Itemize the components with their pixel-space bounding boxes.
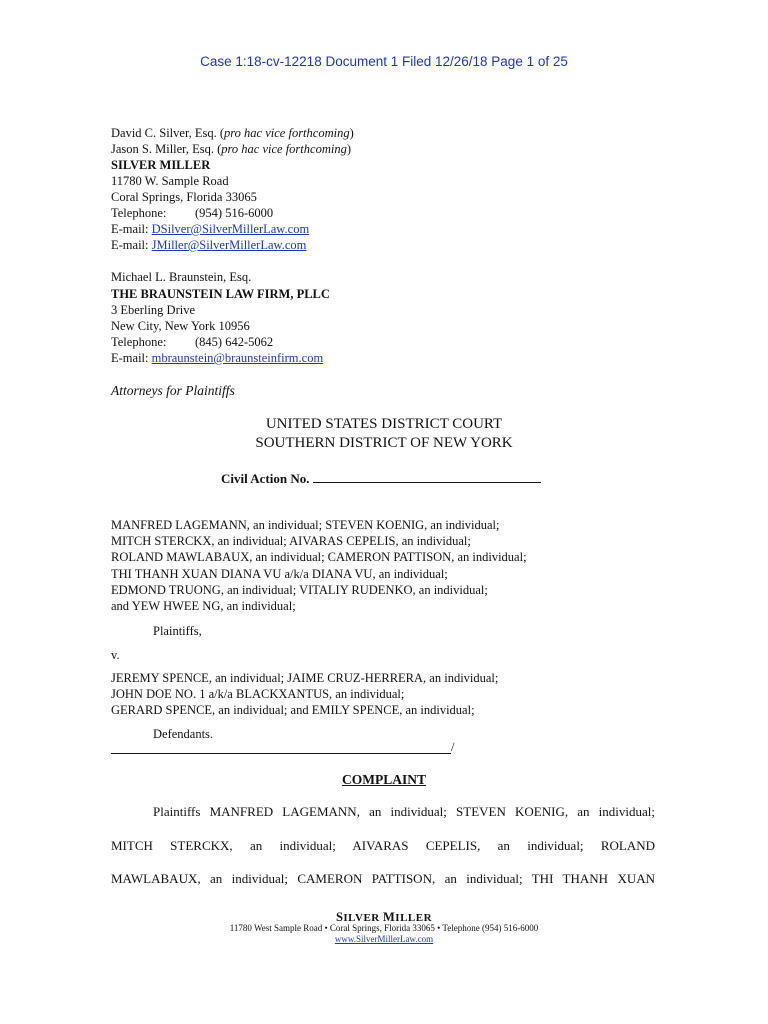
- attorney-line-miller: [111, 141, 351, 157]
- firm-address-line2: Coral Springs, Florida 33065: [111, 190, 257, 204]
- email-link-jmiller[interactable]: JMiller@SilverMillerLaw.com: [151, 238, 307, 252]
- phone-number: (845) 642-5062: [195, 335, 274, 349]
- phone-number: (954) 516-6000: [195, 206, 274, 220]
- defendant-line: JOHN DOE NO. 1 a/k/a BLACKXANTUS, an individual;: [111, 687, 405, 701]
- plaintiff-line: MITCH STERCKX, an individual; AIVARAS CEPELIS, an individual;: [111, 534, 471, 548]
- paren-close: ): [349, 126, 354, 140]
- court-name-line2: SOUTHERN DISTRICT OF NEW YORK: [255, 435, 513, 451]
- attorney-line-silver: [111, 125, 354, 141]
- firm-name-braunstein: THE BRAUNSTEIN LAW FIRM, PLLC: [111, 287, 330, 301]
- footer-website-link[interactable]: www.SilverMillerLaw.com: [334, 934, 434, 944]
- civil-action-number: [221, 469, 541, 487]
- complaint-title: COMPLAINT: [342, 772, 426, 787]
- civil-action-label: Civil Action No.: [221, 471, 313, 486]
- firm2-address-line2: New City, New York 10956: [111, 319, 250, 333]
- defendant-line: JEREMY SPENCE, an individual; JAIME CRUZ-HERRERA, an individual;: [111, 671, 499, 685]
- complaint-body-line: Plaintiffs MANFRED LAGEMANN, an individual; STEVEN KOENIG, an individual;: [153, 804, 655, 819]
- caption-rule: [111, 753, 451, 754]
- attorneys-for-plaintiffs: Attorneys for Plaintiffs: [111, 383, 235, 398]
- defendants-label: Defendants.: [153, 727, 214, 741]
- firm-phone: [111, 205, 273, 221]
- caption-slash: /: [451, 740, 455, 754]
- attorney-name: David C. Silver, Esq. (: [111, 126, 225, 140]
- footer-address: 11780 West Sample Road • Coral Springs, Florida 33065 • Telephone (954) 516-6000: [229, 923, 539, 933]
- footer-url: [0, 934, 768, 944]
- plaintiff-line: THI THANH XUAN DIANA VU a/k/a DIANA VU, an individual;: [111, 567, 448, 581]
- email-label: E-mail:: [111, 238, 152, 252]
- footer-firm-letter: S: [335, 910, 344, 924]
- plaintiff-line: MANFRED LAGEMANN, an individual; STEVEN KOENIG, an individual;: [111, 518, 500, 532]
- footer-firm-text: ILVER: [343, 912, 383, 924]
- email-link-mbraunstein[interactable]: mbraunstein@braunsteinfirm.com: [151, 351, 324, 365]
- footer-firm-letter: M: [382, 910, 396, 924]
- civil-action-blank: [313, 469, 541, 483]
- firm2-address-line1: 3 Eberling Drive: [111, 303, 196, 317]
- phone-label: Telephone:: [111, 206, 167, 220]
- paren-close: ): [346, 142, 351, 156]
- court-name-line1: UNITED STATES DISTRICT COURT: [265, 416, 503, 432]
- pro-hac-vice-note: pro hac vice forthcoming: [224, 126, 350, 140]
- email-line-1: [111, 221, 309, 237]
- versus-label: v.: [111, 648, 120, 662]
- firm2-phone: [111, 334, 273, 350]
- plaintiff-line: and YEW HWEE NG, an individual;: [111, 599, 296, 613]
- pro-hac-vice-note: pro hac vice forthcoming: [221, 142, 347, 156]
- email-label: E-mail:: [111, 351, 152, 365]
- plaintiff-line: ROLAND MAWLABAUX, an individual; CAMERON PATTISON, an individual;: [111, 550, 527, 564]
- plaintiffs-label: Plaintiffs,: [153, 624, 202, 638]
- attorney-name: Jason S. Miller, Esq. (: [111, 142, 222, 156]
- complaint-body-line: MITCH STERCKX, an individual; AIVARAS CEPELIS, an individual; ROLAND: [111, 838, 655, 853]
- case-header: Case 1:18-cv-12218 Document 1 Filed 12/26/18 Page 1 of 25: [200, 54, 568, 69]
- plaintiff-line: EDMOND TRUONG, an individual; VITALIY RUDENKO, an individual;: [111, 583, 488, 597]
- defendant-line: GERARD SPENCE, an individual; and EMILY SPENCE, an individual;: [111, 703, 475, 717]
- email-line-2: [111, 237, 306, 253]
- email-line-3: [111, 350, 323, 366]
- phone-label: Telephone:: [111, 335, 167, 349]
- footer-firm-text: ILLER: [395, 912, 433, 924]
- email-label: E-mail:: [111, 222, 152, 236]
- attorney-line-braunstein: Michael L. Braunstein, Esq.: [111, 270, 252, 284]
- complaint-body-line: MAWLABAUX, an individual; CAMERON PATTISON, an individual; THI THANH XUAN: [111, 871, 655, 886]
- firm-address-line1: 11780 W. Sample Road: [111, 174, 229, 188]
- firm-name-silver-miller: SILVER MILLER: [111, 158, 211, 172]
- email-link-dsilver[interactable]: DSilver@SilverMillerLaw.com: [151, 222, 310, 236]
